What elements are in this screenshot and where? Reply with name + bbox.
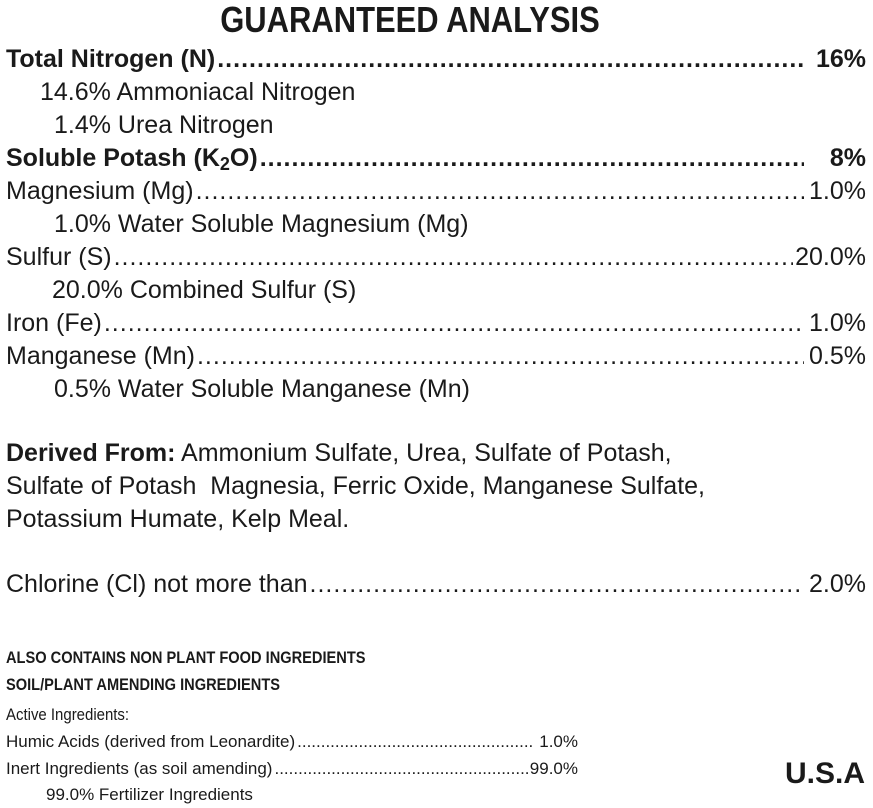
humic-value: 1.0% — [539, 732, 578, 751]
analysis-row-sulfur — [6, 241, 866, 273]
leader-dots — [297, 729, 532, 755]
iron-value: 1.0% — [809, 309, 866, 337]
nitrogen-sub-ammoniacal: 14.6% Ammoniacal Nitrogen — [40, 78, 356, 106]
analysis-row-manganese — [6, 340, 866, 372]
potash-value: 8% — [829, 144, 866, 172]
sulfur-label: Sulfur (S) — [6, 243, 112, 271]
magnesium-sub: 1.0% Water Soluble Magnesium (Mg) — [54, 210, 469, 238]
analysis-row-nitrogen — [6, 43, 866, 75]
humic-row — [6, 729, 578, 755]
magnesium-label: Magnesium (Mg) — [6, 177, 194, 205]
magnesium-value: 1.0% — [809, 177, 866, 205]
non-plant-heading: ALSO CONTAINS NON PLANT FOOD INGREDIENTS — [6, 648, 366, 667]
manganese-value: 0.5% — [809, 342, 866, 370]
active-ingredients-label: Active Ingredients: — [6, 705, 130, 724]
leader-dots — [114, 241, 794, 273]
inert-row — [6, 756, 578, 782]
iron-label: Iron (Fe) — [6, 309, 102, 337]
leader-dots — [196, 175, 804, 207]
inert-value: 99.0% — [529, 759, 578, 778]
manganese-sub: 0.5% Water Soluble Manganese (Mn) — [54, 375, 470, 403]
amending-heading: SOIL/PLANT AMENDING INGREDIENTS — [6, 675, 281, 694]
sulfur-sub: 20.0% Combined Sulfur (S) — [52, 276, 357, 304]
leader-dots — [217, 43, 804, 75]
nitrogen-label: Total Nitrogen (N) — [6, 45, 216, 73]
derived-line-2: Sulfate of Potash Magnesia, Ferric Oxide, Manganese Sulfate, — [6, 472, 705, 500]
analysis-row-iron — [6, 307, 866, 339]
leader-dots — [260, 142, 804, 174]
humic-label: Humic Acids (derived from Leonardite) — [6, 732, 296, 751]
manganese-label: Manganese (Mn) — [6, 342, 195, 370]
potash-label: Soluble Potash $(K_2O)$ — [6, 144, 258, 174]
sulfur-value: 20.0% — [795, 243, 866, 271]
leader-dots — [274, 756, 527, 782]
leader-dots — [104, 307, 804, 339]
fertilizer-ingredients: 99.0% Fertilizer Ingredients — [46, 785, 253, 804]
origin-label: U.S.A — [784, 757, 865, 790]
derived-from — [6, 437, 826, 536]
derived-label: Derived From: — [6, 439, 176, 467]
chlorine-value: 2.0% — [809, 570, 866, 598]
chlorine-label: Chlorine (Cl) not more than — [6, 570, 308, 598]
inert-label: Inert Ingredients (as soil amending) — [6, 759, 273, 778]
analysis-row-chlorine — [6, 568, 866, 600]
nitrogen-sub-urea: 1.4% Urea Nitrogen — [54, 111, 274, 139]
page-title: GUARANTEED ANALYSIS — [220, 0, 600, 40]
analysis-row-magnesium — [6, 175, 866, 207]
nitrogen-value: 16% — [815, 45, 866, 73]
analysis-row-potash — [6, 142, 866, 174]
leader-dots — [197, 340, 804, 372]
derived-line-1: Derived From: Ammonium Sulfate, Urea, Sulfate of Potash, — [6, 439, 672, 467]
leader-dots — [310, 568, 804, 600]
derived-line-3: Potassium Humate, Kelp Meal. — [6, 505, 350, 533]
